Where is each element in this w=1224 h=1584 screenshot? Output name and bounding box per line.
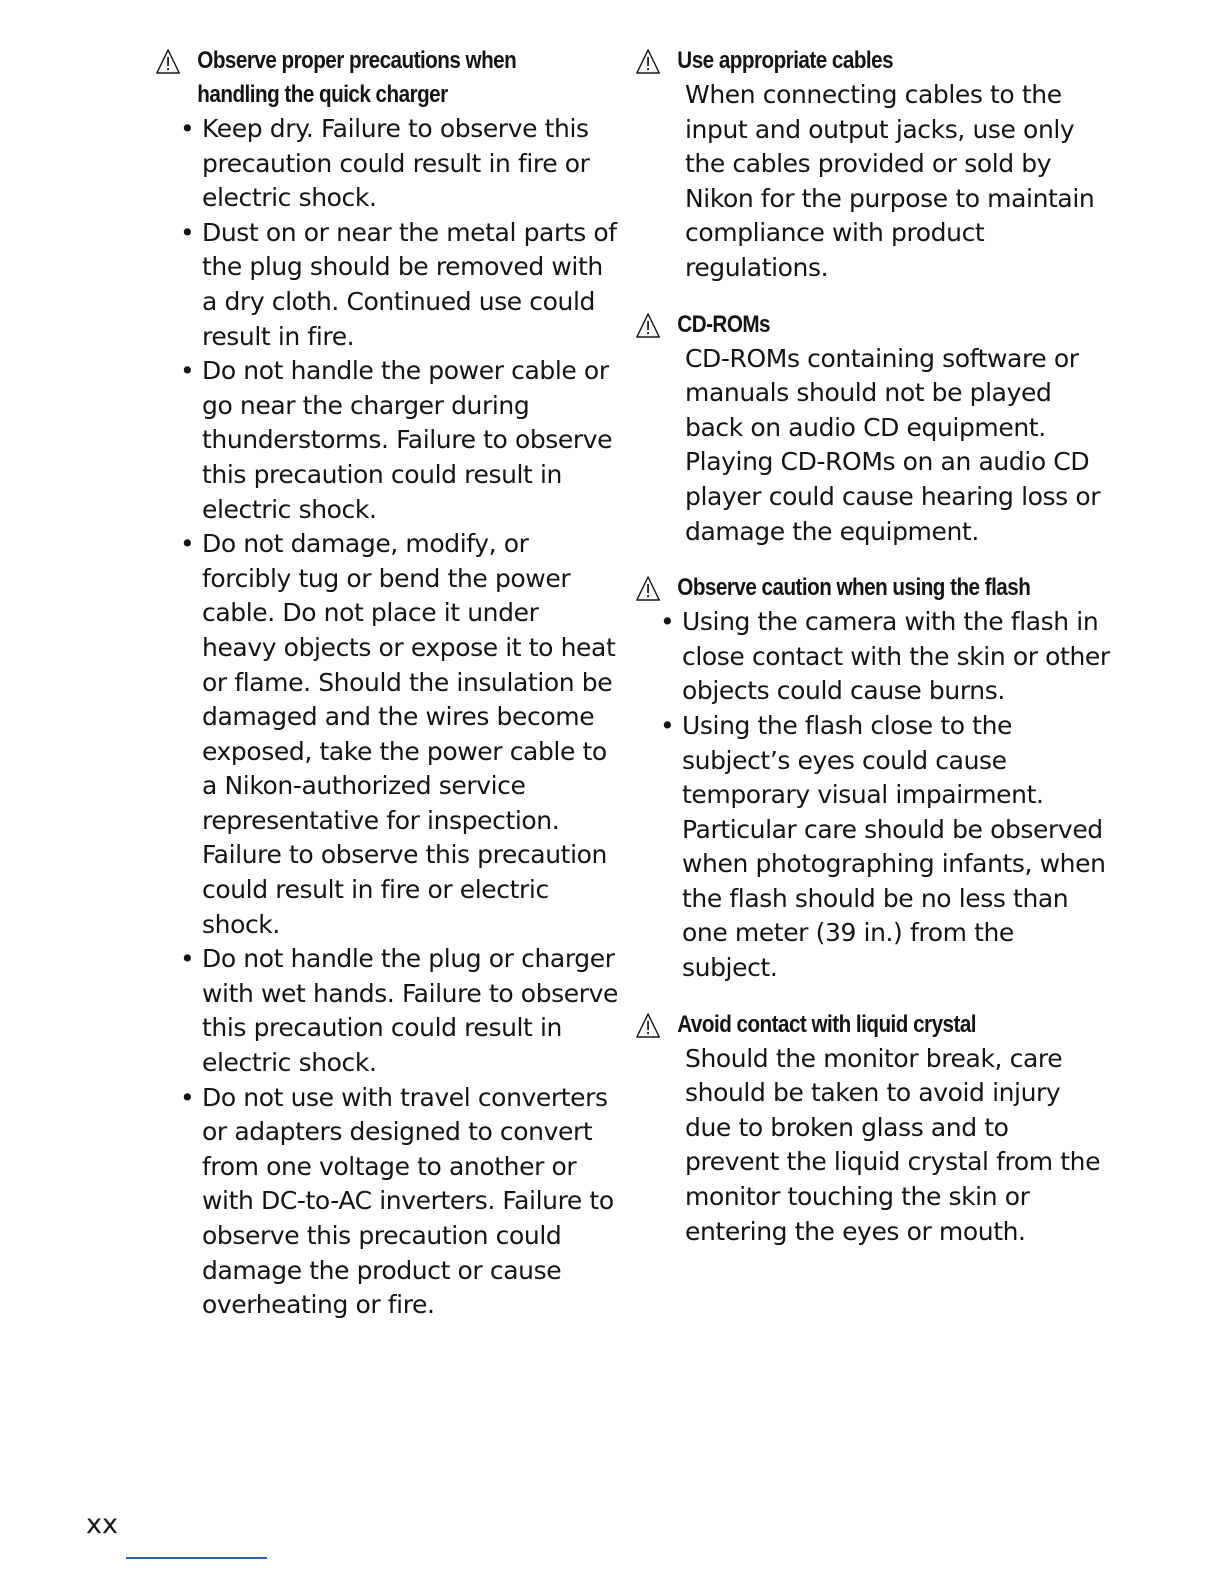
footer-divider [126, 1557, 267, 1559]
section-body: Should the monitor break, care should be taken to avoid injury due to broken glass and to prevent the liquid crystal from the monitor touching the skin or entering the eyes or mouth. [685, 1043, 1101, 1246]
section-cables [630, 44, 1110, 286]
left-column [150, 44, 620, 1345]
warning-triangle-icon [635, 312, 661, 339]
section-heading [630, 1008, 1043, 1042]
list-item: • Do not use with travel converters or adapters designed to convert from one voltage to another or with DC-to-AC inverters. Failure to observe this precaution could damage the product or cause overheating or fire. [180, 1081, 620, 1323]
warning-triangle-icon [155, 48, 181, 75]
page-number: xx [86, 1509, 118, 1540]
bullet-list [150, 112, 620, 1323]
section-heading [630, 44, 1043, 78]
list-item: • Do not damage, modify, or forcibly tug or bend the power cable. Do not place it under heavy objects or expose it to heat or flame. Should the insulation be damaged and the wires become exposed, take the power cable to a Nikon-authorized service representative for inspection. Failure to observe this precaution could result in fire or electric shock. [180, 527, 620, 942]
warning-triangle-icon [635, 575, 661, 602]
section-flash [630, 571, 1110, 986]
list-item: • Dust on or near the metal parts of the plug should be removed with a dry cloth. Continued use could result in fire. [180, 216, 620, 354]
section-heading [630, 571, 1043, 605]
section-quick-charger [150, 44, 620, 1323]
list-item: • Using the camera with the flash in close contact with the skin or other objects could cause burns. [660, 605, 1110, 709]
heading-text: Use appropriate cables [677, 47, 894, 74]
section-heading [630, 308, 1043, 342]
section-cd-roms [630, 308, 1110, 550]
list-item: • Do not handle the plug or charger with wet hands. Failure to observe this precaution could result in electric shock. [180, 942, 620, 1080]
section-liquid-crystal [630, 1008, 1110, 1250]
list-item: • Keep dry. Failure to observe this precaution could result in fire or electric shock. [180, 112, 620, 216]
heading-line: Observe proper precautions when [197, 47, 517, 74]
heading-text: CD-ROMs [677, 310, 771, 338]
list-item: • Do not handle the power cable or go near the charger during thunderstorms. Failure to observe this precaution could result in electric shock. [180, 354, 620, 527]
section-heading [150, 44, 554, 112]
section-body: CD-ROMs containing software or manuals should not be played back on audio CD equipment. Playing CD-ROMs on an audio CD player could cause hearing loss or damage the equipment. [685, 343, 1101, 546]
right-column [630, 44, 1110, 1271]
heading-text: Avoid contact with liquid crystal [677, 1010, 977, 1038]
heading-line: handling the quick charger [197, 81, 448, 108]
warning-triangle-icon [635, 1012, 661, 1039]
list-item: • Using the flash close to the subject’s eyes could cause temporary visual impairment. Particular care should be observed when photographing infants, when the flash should be no less than one meter (39 in.) from the subject. [660, 709, 1110, 986]
bullet-list [630, 605, 1110, 986]
section-body: When connecting cables to the input and output jacks, use only the cables provided or sold by Nikon for the purpose to maintain compliance with product regulations. [685, 80, 1095, 282]
heading-text: Observe caution when using the flash [677, 574, 1031, 602]
warning-triangle-icon [635, 48, 661, 75]
